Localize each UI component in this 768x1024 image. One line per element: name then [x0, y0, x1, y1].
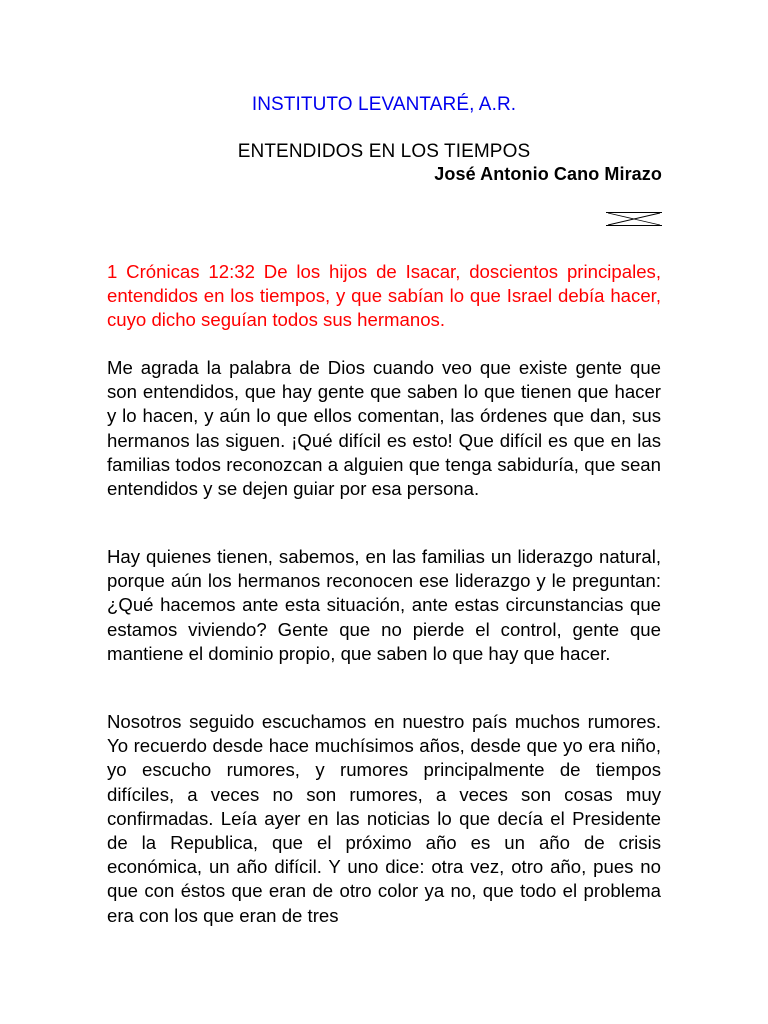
divider-ornament-icon — [606, 211, 662, 227]
institute-name: INSTITUTO LEVANTARÉ, A.R. — [251, 94, 517, 115]
body-paragraph: Nosotros seguido escuchamos en nuestro país muchos rumores. Yo recuerdo desde hace muchísimos años, desde que yo era niño, yo escucho rumores, y rumores principalmente de tiempos difíciles, a veces no son rumores, a veces son cosas muy confirmadas. Leía ayer en las noticias lo que decía el Presidente de la Republica, que el próximo año es un año de crisis económica, un año difícil. Y uno dice: otra vez, otro año, pues no que con éstos que eran de otro color ya no, que todo el problema era con los que eran de tres — [107, 711, 661, 926]
author-name: José Antonio Cano Mirazo — [434, 164, 662, 184]
body-paragraph: Hay quienes tienen, sabemos, en las familias un liderazgo natural, porque aún los hermanos reconocen ese liderazgo y le preguntan: ¿Qué hacemos ante esta situación, ante estas circunstancias que estamos viviendo? Gente que no pierde el control, gente que mantiene el dominio propio, que saben lo que hay que hacer. — [107, 546, 661, 664]
body-paragraph: Me agrada la palabra de Dios cuando veo que existe gente que son entendidos, que hay gente que saben lo que tienen que hacer y lo hacen, y aún lo que ellos comentan, las órdenes que dan, sus hermanos las siguen. ¡Qué difícil es esto! Que difícil es que en las familias todos reconozcan a alguien que tenga sabiduría, que sean entendidos y se dejen guiar por esa persona. — [107, 357, 661, 500]
document-title: ENTENDIDOS EN LOS TIEMPOS — [237, 141, 531, 162]
bible-verse: 1 Crónicas 12:32 De los hijos de Isacar, doscientos principales, entendidos en los tiempos, y que sabían lo que Israel debía hacer, cuyo dicho seguían todos sus hermanos. — [107, 261, 661, 331]
